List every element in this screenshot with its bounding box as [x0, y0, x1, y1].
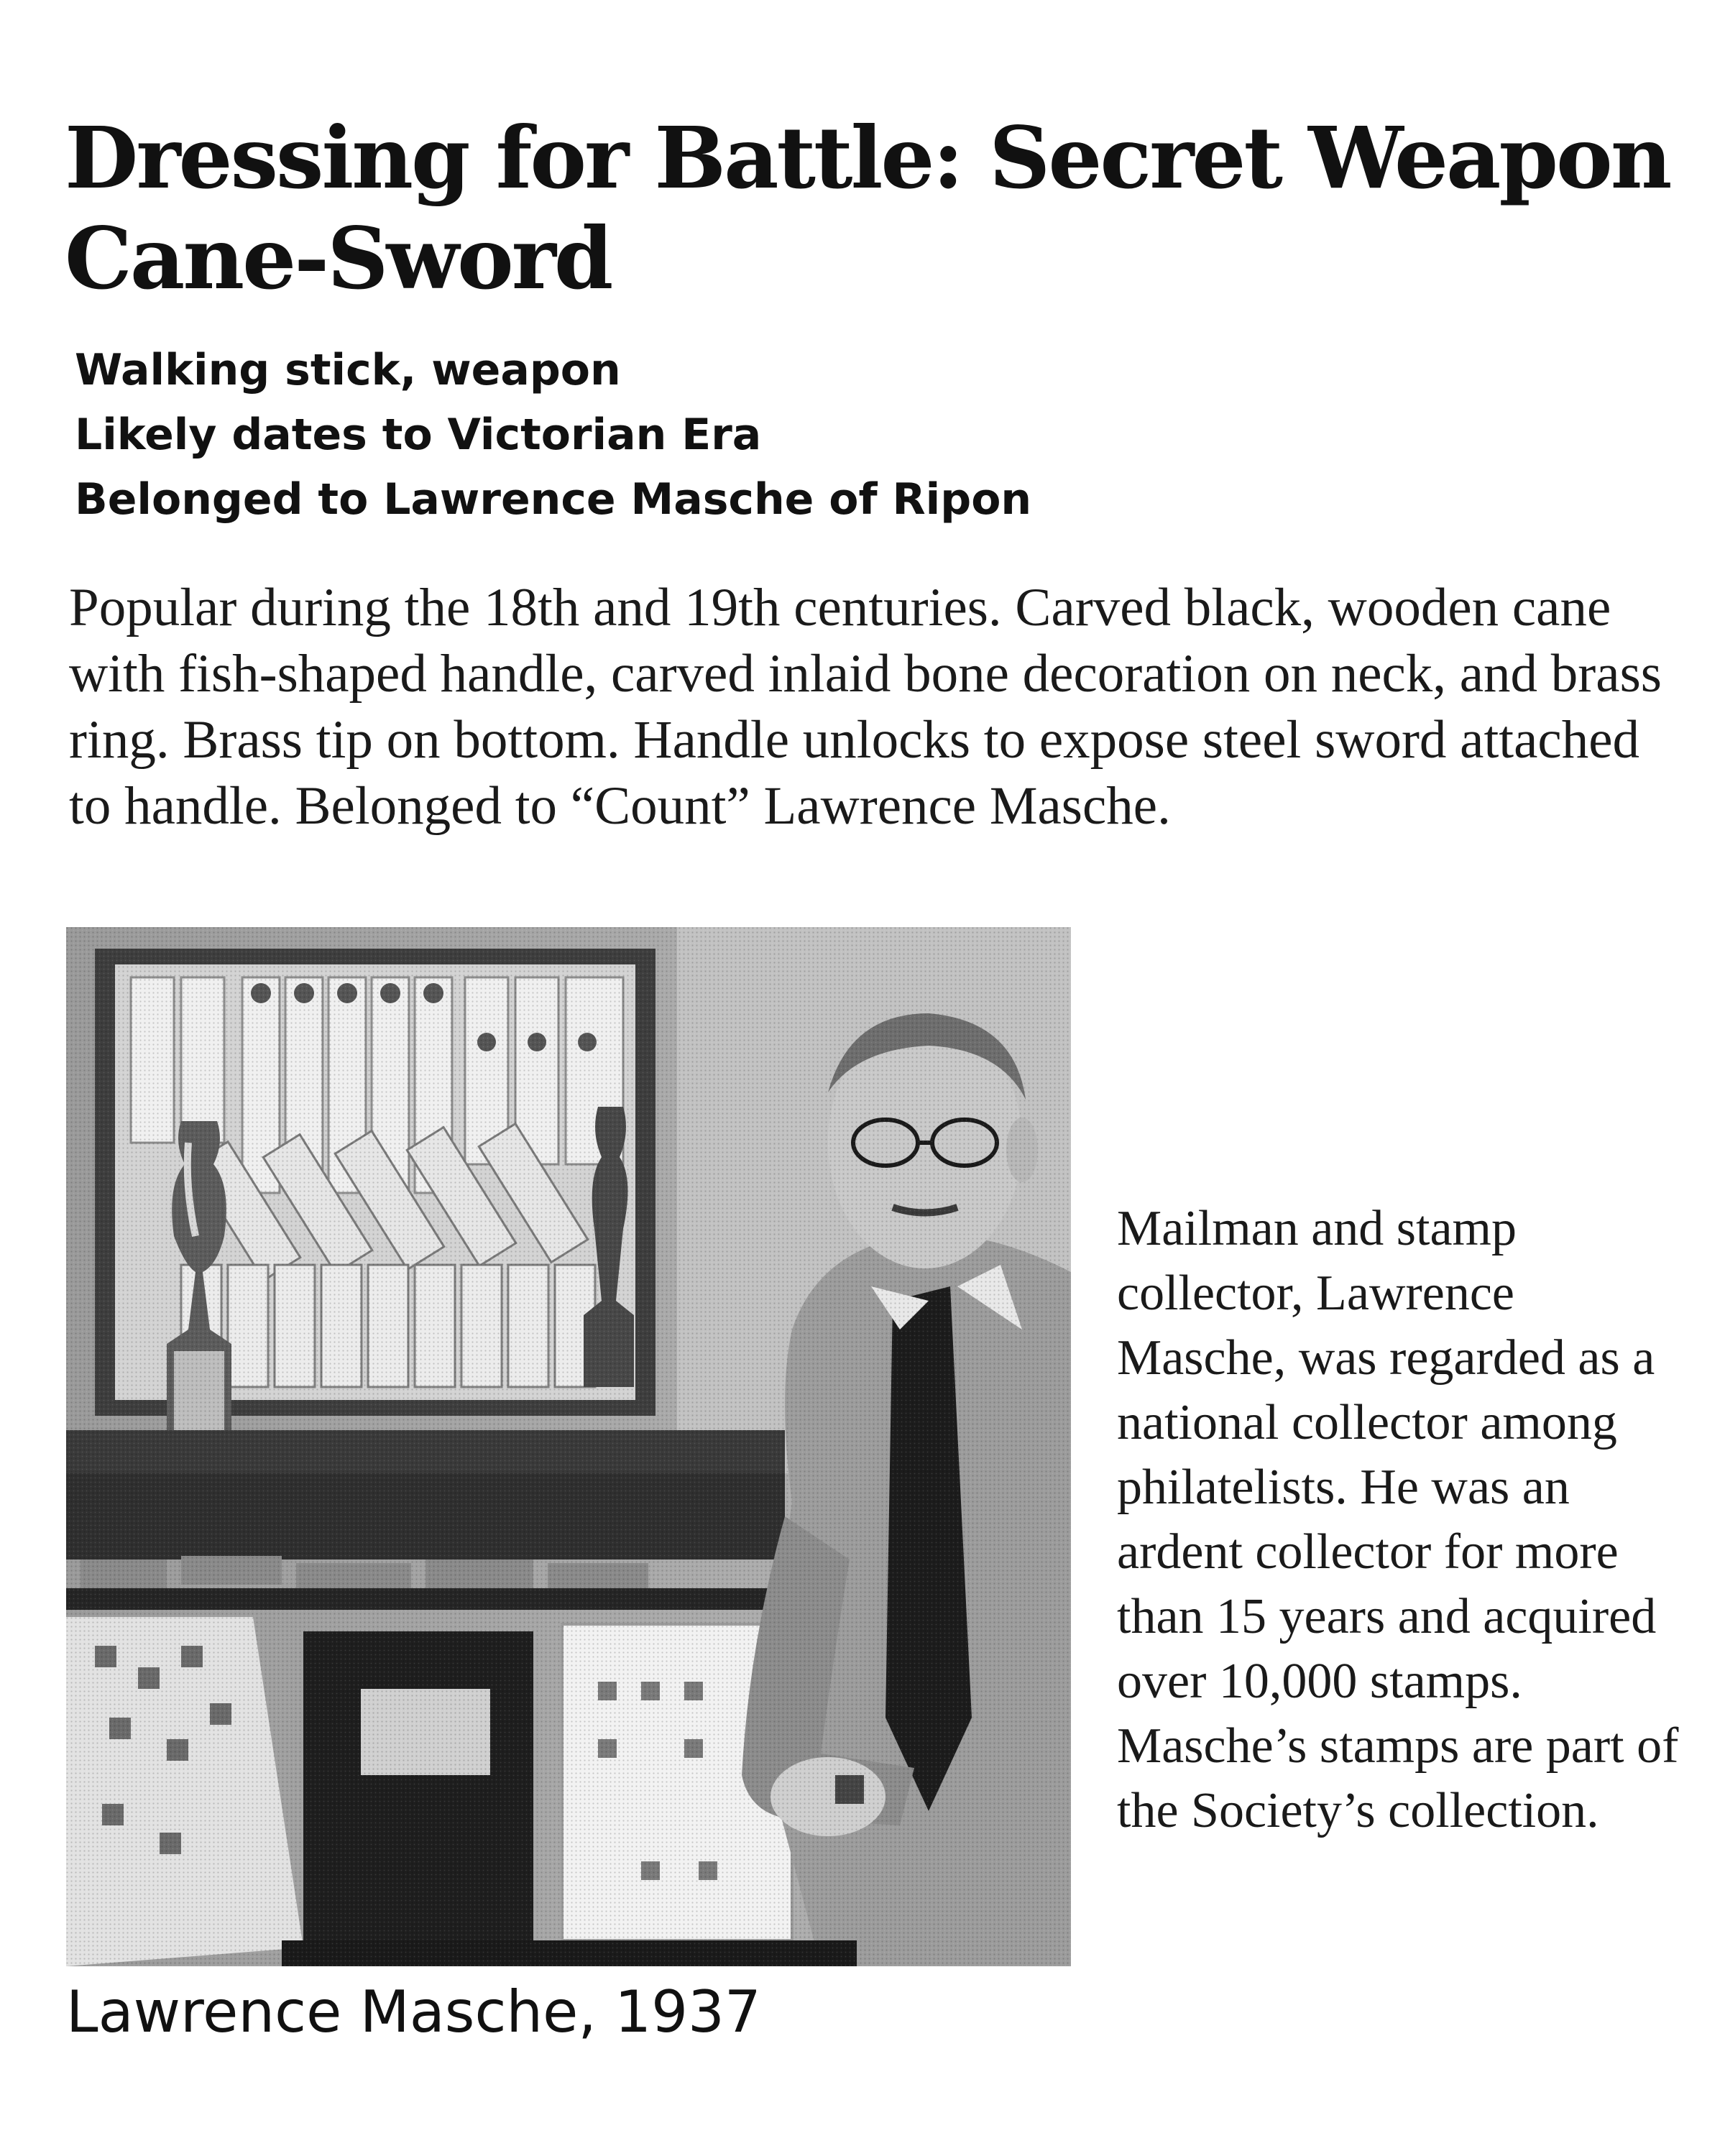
object-description: Popular during the 18th and 19th centuries. Carved black, wooden cane with fish-shaped handle, carved inlaid bone decoration on neck, and brass ring. Brass tip on bottom. Handle unlocks to expose steel sword attached to handle. Belonged to “Count” Lawrence Masche.	[69, 578, 1662, 836]
object-summary	[75, 338, 1297, 532]
page-title: Dressing for Battle: Secret Weapon Cane-Sword	[65, 108, 1670, 308]
photo-illustration	[66, 927, 1071, 1966]
historical-photo	[66, 927, 1071, 1966]
object-type: Walking stick, weapon	[75, 345, 621, 395]
biography-text: Mailman and stamp collector, Lawrence Masche, was regarded as a national collector among philatelists. He was an ardent collector for more than 15 years and acquired over 10,000 stamps. Masche’s stamps are part of the Society’s collection.	[1117, 1201, 1679, 1838]
photo-caption: Lawrence Masche, 1937	[66, 1978, 761, 2045]
object-owner: Belonged to Lawrence Masche of Ripon	[75, 474, 1032, 525]
object-date: Likely dates to Victorian Era	[75, 410, 762, 460]
